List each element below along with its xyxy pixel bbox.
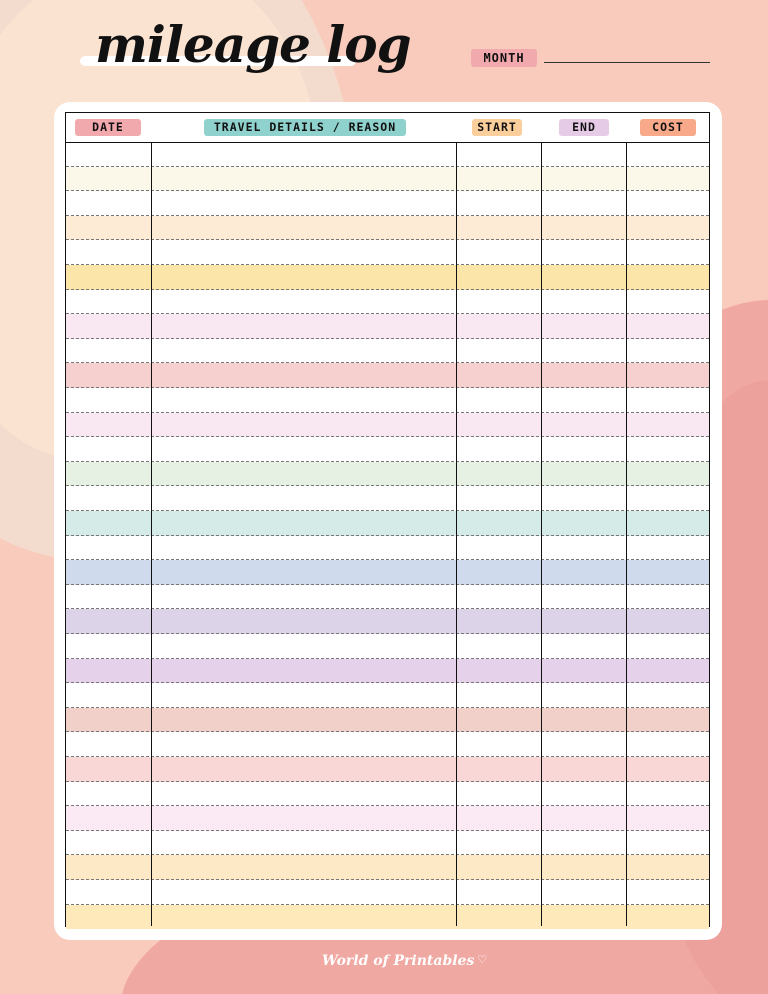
mileage-table <box>65 112 710 927</box>
table-row[interactable] <box>66 806 709 831</box>
table-row[interactable] <box>66 683 709 708</box>
table-row[interactable] <box>66 732 709 757</box>
table-row[interactable] <box>66 314 709 339</box>
table-row[interactable] <box>66 216 709 241</box>
table-row[interactable] <box>66 855 709 880</box>
table-row[interactable] <box>66 290 709 315</box>
table-row[interactable] <box>66 363 709 388</box>
table-row[interactable] <box>66 782 709 807</box>
table-row[interactable] <box>66 486 709 511</box>
table-row[interactable] <box>66 536 709 561</box>
table-row[interactable] <box>66 609 709 634</box>
footer-brand <box>322 953 487 969</box>
table-row[interactable] <box>66 511 709 536</box>
page-title: mileage log <box>95 15 411 74</box>
month-entry-line[interactable] <box>544 62 710 63</box>
footer-brand-text: World of Printables <box>322 953 475 969</box>
column-header-start: START <box>472 119 522 136</box>
table-row[interactable] <box>66 339 709 364</box>
column-header-end: END <box>559 119 609 136</box>
month-label: MONTH <box>471 49 537 67</box>
column-header-travel-details: TRAVEL DETAILS / REASON <box>204 119 406 136</box>
column-divider <box>151 142 152 926</box>
table-row[interactable] <box>66 240 709 265</box>
heart-outline-icon: ♡ <box>477 953 488 966</box>
table-row[interactable] <box>66 757 709 782</box>
column-divider <box>456 142 457 926</box>
table-row[interactable] <box>66 462 709 487</box>
table-row[interactable] <box>66 191 709 216</box>
table-row[interactable] <box>66 413 709 438</box>
table-row[interactable] <box>66 634 709 659</box>
column-header-cost: COST <box>640 119 696 136</box>
table-row[interactable] <box>66 880 709 905</box>
table-row[interactable] <box>66 142 709 167</box>
table-row[interactable] <box>66 905 709 930</box>
table-row[interactable] <box>66 167 709 192</box>
table-row[interactable] <box>66 265 709 290</box>
column-divider <box>541 142 542 926</box>
table-row[interactable] <box>66 437 709 462</box>
table-row[interactable] <box>66 659 709 684</box>
column-header-date: DATE <box>75 119 141 136</box>
table-row[interactable] <box>66 585 709 610</box>
column-divider <box>626 142 627 926</box>
table-row[interactable] <box>66 708 709 733</box>
table-row[interactable] <box>66 831 709 856</box>
table-row[interactable] <box>66 560 709 585</box>
table-header <box>66 113 709 143</box>
table-row[interactable] <box>66 388 709 413</box>
